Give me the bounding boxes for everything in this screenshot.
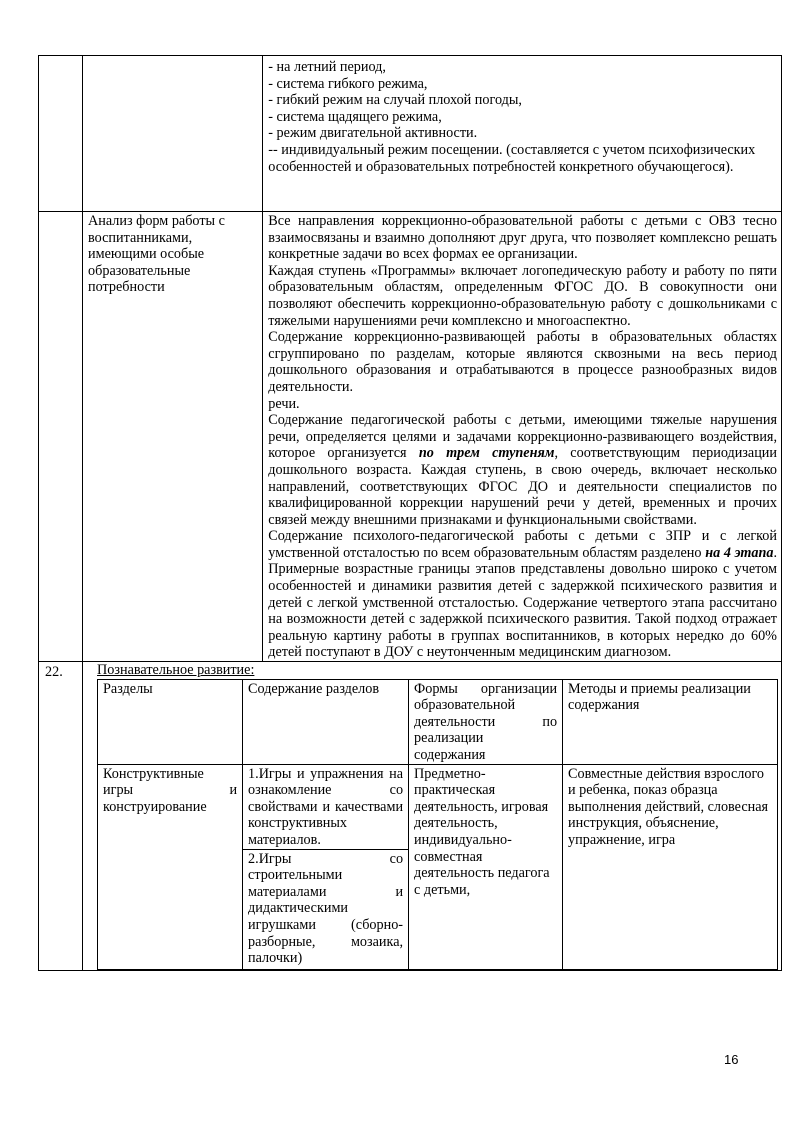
header-cell: Методы и приемы реализации содержания	[563, 679, 778, 764]
list-item: - режим двигательной активности.	[268, 125, 478, 142]
list-item: -- индивидуальный режим посещении. (составляется с учетом психофизических особенностей и образовательных потребностей конкретного обучающегося).	[268, 141, 756, 175]
paragraph-text: . Примерные возрастные границы этапов представлены довольно широко с учетом особенностей и динамики развития детей с задержкой психического развития и детей с легкой умственной отсталостью. Содержание четвертого этапа рассчитано на возможности детей с задержкой психического развития. Такой подход отражает реальную картину работы в группах воспитанников, в которых нередко до 60% детей поступают в ДОУ с неутонченным медицинским диагнозом.	[268, 544, 777, 661]
methods-cell: Совместные действия взрослого и ребенка, показ образца выполнения действий, словесная инструкция, объяснение, упражнение, игра	[563, 764, 778, 969]
table-row	[39, 212, 782, 662]
list-item: - система щадящего режима,	[268, 108, 442, 125]
paragraph	[268, 528, 777, 661]
label-cell	[83, 212, 263, 662]
paragraph: Каждая ступень «Программы» включает логопедическую работу и работу по пяти образовательным областям, определенным ФГОС ДО. В совокупности они позволяют обеспечить коррекционно-образовательную работу с дошкольниками с тяжелыми нарушениями речи комплексно и многоаспектно.	[268, 262, 777, 329]
paragraph-text: Содержание психолого-педагогической работы с детьми с ЗПР и с легкой умственной отсталостью по всем образовательным областям разделено	[268, 528, 777, 561]
content-cell	[243, 764, 409, 969]
paragraph: речи.	[268, 395, 300, 412]
emphasis-text: на 4 этапа	[705, 544, 774, 561]
table-row	[98, 764, 778, 969]
paragraph: Содержание коррекционно-развивающей работы в образовательных областях сгруппировано по разделам, которые являются сквозными на весь период дошкольного образования и отрабатываются в процессе разнообразных видов деятельности.	[268, 329, 777, 395]
label-cell	[83, 56, 263, 212]
number-cell	[39, 56, 83, 212]
regime-list	[263, 56, 781, 175]
section-cell: Конструктивные игры и конструирование	[98, 764, 243, 969]
number-cell	[39, 662, 83, 971]
paragraph-text: , соответствующим периодизации дошкольного возраста. Каждая ступень, в свою очередь, включает несколько направлений, соответствующих ФГОС ДО и деятельности специалистов по квалифицированной коррекции нарушений речи у детей, временных и прочих связей между внешними признаками и функциональными свойствами.	[268, 445, 777, 528]
document-page	[38, 55, 782, 971]
paragraph: Все направления коррекционно-образовательной работы с детьми с ОВЗ тесно взаимосвязаны и взаимно дополняют друг друга, что позволяет комплексно решать конкретные задачи во всех формах ее организации.	[268, 213, 777, 263]
list-item: - система гибкого режима,	[268, 75, 428, 92]
list-item: - гибкий режим на случай плохой погоды,	[268, 92, 522, 109]
header-cell: Содержание разделов	[243, 679, 409, 764]
header-row	[98, 679, 778, 764]
main-table	[38, 55, 782, 971]
content-item: 2.Игры со строительными материалами и дидактическими игрушками (сборно-разборные, мозаика, палочки)	[248, 850, 404, 967]
content-cell	[263, 212, 782, 662]
row-label: Анализ форм работы с воспитанниками, имеющими особые образовательные потребности	[88, 213, 225, 296]
header-cell: Разделы	[98, 679, 243, 764]
header-cell: Формы организации образовательной деятельности по реализации содержания	[409, 679, 563, 764]
forms-cell: Предметно-практическая деятельность, игровая деятельность, индивидуально-совместная деятельность педагога с детьми,	[409, 764, 563, 969]
inner-table	[97, 679, 778, 970]
emphasis-text: по трем ступеням	[418, 445, 555, 462]
content-cell	[263, 56, 782, 212]
inner-table-wrap	[83, 679, 781, 970]
table-row	[39, 662, 782, 971]
number-cell	[39, 212, 83, 662]
list-item: - на летний период,	[268, 59, 386, 75]
paragraph	[268, 412, 777, 528]
row-number: 22.	[45, 664, 63, 681]
paragraph-text: Содержание педагогической работы с детьми, имеющими тяжелые нарушения речи, определяется целями и задачами коррекционно-развивающего воздействия, которое организуется	[268, 412, 777, 462]
page-number: 16	[724, 1052, 739, 1067]
analysis-text	[263, 212, 781, 661]
table-row	[39, 56, 782, 212]
section-title: Познавательное развитие:	[97, 662, 255, 679]
content-cell	[83, 662, 782, 971]
content-item: 1.Игры и упражнения на ознакомление со свойствами и качествами конструктивных материалов.	[243, 765, 408, 850]
